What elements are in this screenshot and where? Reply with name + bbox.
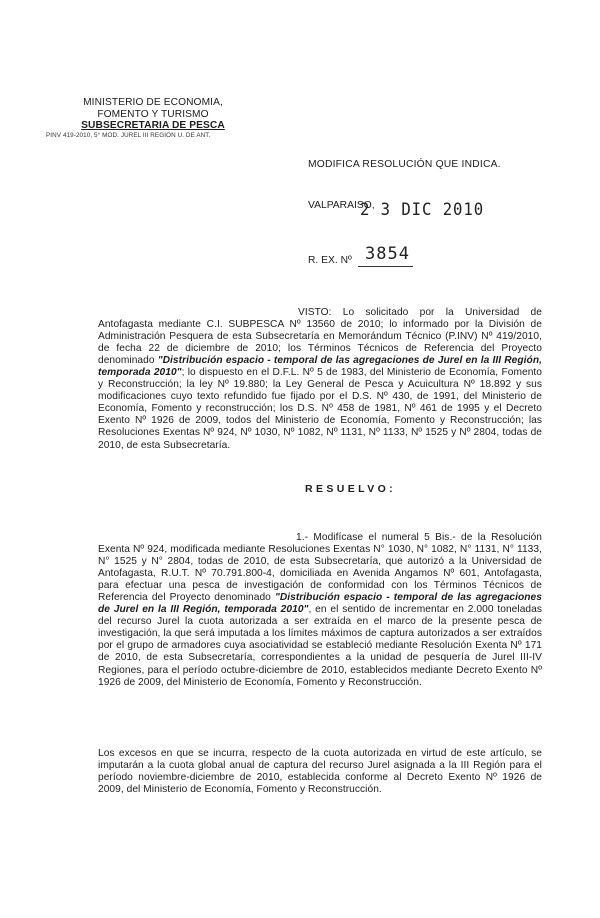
place-label: VALPARAISO, [308, 200, 375, 211]
visto-project-title: "Distribución espacio - temporal de las agregaciones de Jurel en la III Región, temporada 2010" [98, 355, 542, 379]
resolution-number-stamp: 3854 [365, 244, 410, 264]
reference-code: PINV 419-2010, 5° MOD. JUREL III REGION U. DE ANT. [46, 132, 211, 139]
ministry-line: MINISTERIO DE ECONOMIA, [83, 97, 223, 108]
visto-text: Lo solicitado por la Universidad de Antofagasta mediante C.I. SUBPESCA Nº 13560 de 2010; lo informado por la División de Administración Pesquera de esta Subsecretaría en Memorándum Técnico (P.INV) Nº 419/2010, de fecha 22 de diciembre de 2010; los Términos Técnicos de Referencia del Proyecto denominado [98, 307, 542, 367]
article-1-project-title: "Distribución espacio - temporal de las agregaciones de Jurel en la III Región, temporada 2010" [98, 592, 542, 616]
letterhead [58, 97, 248, 132]
article-1-text-2: , en el sentido de incrementar en 2.000 toneladas del recurso Jurel la cuota autorizada a ser extraída en el marco de la presente pesca de investigación, la que será imputada a los límites máximos de captura autorizados a ser extraídos por el grupo de armadores cuya asociatividad se estableció mediante Resolución Exenta Nº 171 de 2010, de esta Subsecretaría, correspondientes a la unidad de pesquería de Jurel III-IV Regiones, para el período octubre-diciembre de 2010, establecidos mediante Decreto Exento Nº 1926 de 2009, del Ministerio de Economía, Fomento y Reconstrucción. [98, 604, 542, 688]
ministry-line-2: FOMENTO Y TURISMO [97, 108, 209, 120]
document-subject: MODIFICA RESOLUCIÓN QUE INDICA. [308, 159, 501, 170]
resuelvo-heading: RESUELVO: [305, 483, 397, 495]
article-1-continuation: Los excesos en que se incurra, respecto de la cuota autorizada en virtud de este artículo, se imputarán a la cuota global anual de captura del recurso Jurel asignada a la III Región para el período noviembre-diciembre de 2010, establecida conforme al Decreto Exento Nº 1926 de 2009, del Ministerio de Economía, Fomento y Reconstrucción. [98, 748, 542, 796]
visto-text-2: ; lo dispuesto en el D.F.L. Nº 5 de 1983, del Ministerio de Economía, Fomento y Reconstrucción; la ley Nº 19.880; la Ley General de Pesca y Acuicultura Nº 18.892 y sus modificaciones cuyo texto refundido fue fijado por el D.S. Nº 430, de 1991, del Ministerio de Economía, Fomento y reconstrucción; los D.S. Nº 458 de 1981, Nº 461 de 1995 y el Decreto Exento Nº 1926 de 2009, todos del Ministerio de Economía, Fomento y Reconstrucción; las Resoluciones Exentas Nº 924, Nº 1030, Nº 1082, Nº 1131, Nº 1133, Nº 1525 y Nº 2804, todas de 2010, de esta Subsecretaría. [98, 367, 543, 451]
article-1-text: 1.- Modifícase el numeral 5 Bis.- de la Resolución Exenta Nº 924, modificada mediante Resoluciones Exentas N° 1030, N° 1082, N° 1131, N° 1133, N° 1525 y N° 2804, todas de 2010, de esta Subsecretaría, que autorizó a la Universidad de Antofagasta, R.U.T. Nº 70.791.800-4, domiciliada en Avenida Angamos Nº 601, Antofagasta, para efectuar una pesca de investigación de conformidad con los Términos Técnicos de Referencia del Proyecto denominado [98, 532, 542, 604]
date-stamp: 2 3 DIC 2010 [360, 200, 485, 220]
article-1-paragraph [98, 532, 542, 689]
resolution-label: R. EX. Nº [308, 255, 352, 266]
visto-paragraph [98, 307, 542, 452]
subsecretaria-line: SUBSECRETARIA DE PESCA [81, 120, 225, 131]
visto-lead: VISTO: [298, 307, 332, 318]
resolution-number-underline [358, 266, 413, 267]
